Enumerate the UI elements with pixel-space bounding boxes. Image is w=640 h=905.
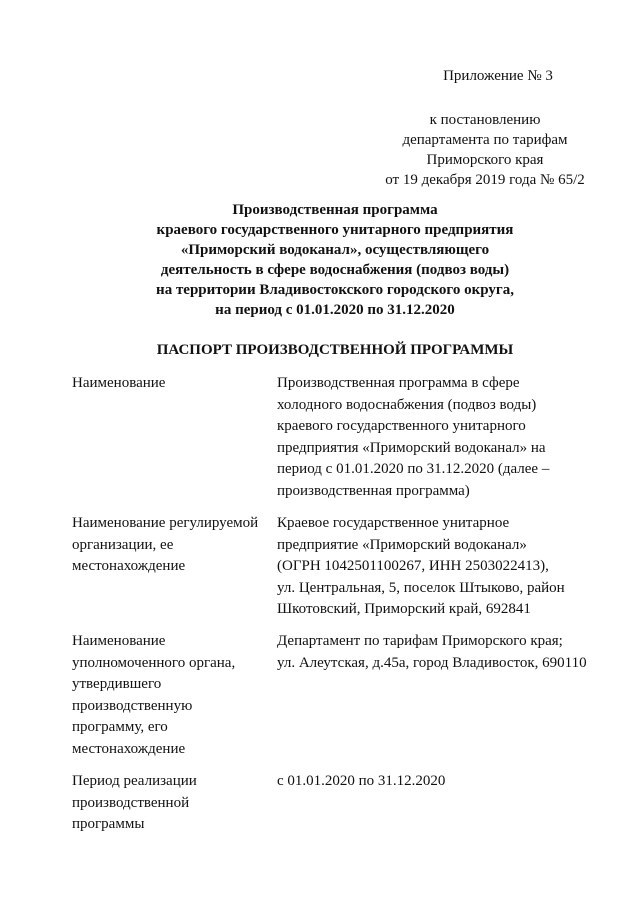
row-label-line: местонахождение [72,558,186,574]
row-label-line: уполномоченного органа, [72,654,236,671]
program-title-line: на территории Владивостокского городского округа, [156,282,514,298]
passport-heading: ПАСПОРТ ПРОИЗВОДСТВЕННОЙ ПРОГРАММЫ [156,342,514,358]
row-value-line: период с 01.01.2020 по 31.12.2020 (далее – [277,461,550,477]
row-value [277,513,597,621]
row-value-line: Производственная программа в сфере [277,375,520,391]
row-value-line: (ОГРН 1042501100267, ИНН 2503022413), [277,558,549,574]
row-label [72,771,272,836]
appendix-block [380,66,590,190]
row-value-line: производственная программа) [277,482,470,499]
row-value-line: предприятие «Приморский водоканал» [277,536,527,553]
row-value-line: с 01.01.2020 по 31.12.2020 [277,773,446,789]
row-label-line: производственную [72,697,193,714]
row-label-line: Наименование [72,375,166,391]
row-label-line: утвердившего [72,676,162,692]
appendix-title: Приложение № 3 [443,68,553,84]
row-value-line: предприятия «Приморский водоканал» на [277,439,546,456]
appendix-line: от 19 декабря 2019 года № 65/2 [385,172,585,188]
program-title-line: Производственная программа [232,202,438,218]
row-value-line: Шкотовский, Приморский край, 692841 [277,601,531,617]
row-label-line: производственной [72,794,190,811]
program-title-line: деятельность в сфере водоснабжения (подвоз воды) [160,262,510,278]
row-label [72,373,272,395]
row-label-line: Наименование [72,633,166,649]
row-value [277,373,597,502]
row-label [72,631,272,760]
row-value-line: холодного водоснабжения (подвоз воды) [277,396,537,413]
row-label-line: местонахождение [72,740,186,757]
program-title-line: «Приморский водоканал», осуществляющего [180,242,490,258]
row-label [72,513,272,578]
row-value-line: ул. Алеутская, д.45а, город Владивосток, 690110 [277,654,587,671]
program-title-line: краевого государственного унитарного предприятия [156,222,514,238]
appendix-line: Приморского края [426,152,544,168]
appendix-line: к постановлению [429,112,541,128]
row-label-line: программы [72,816,145,832]
row-label-line: Период реализации [72,773,197,789]
row-value-line: ул. Центральная, 5, поселок Штыково, район [277,579,565,596]
row-value-line: Краевое государственное унитарное [277,515,510,531]
appendix-line: департамента по тарифам [402,132,568,148]
row-value [277,631,597,674]
row-value-line: Департамент по тарифам Приморского края; [277,633,563,649]
row-label-line: организации, ее [72,536,174,553]
row-value-line: краевого государственного унитарного [277,418,526,434]
row-label-line: Наименование регулируемой [72,515,259,531]
program-title-line: на период с 01.01.2020 по 31.12.2020 [215,302,455,318]
row-label-line: программу, его [72,719,168,735]
row-value [277,771,597,793]
program-title [100,200,570,320]
